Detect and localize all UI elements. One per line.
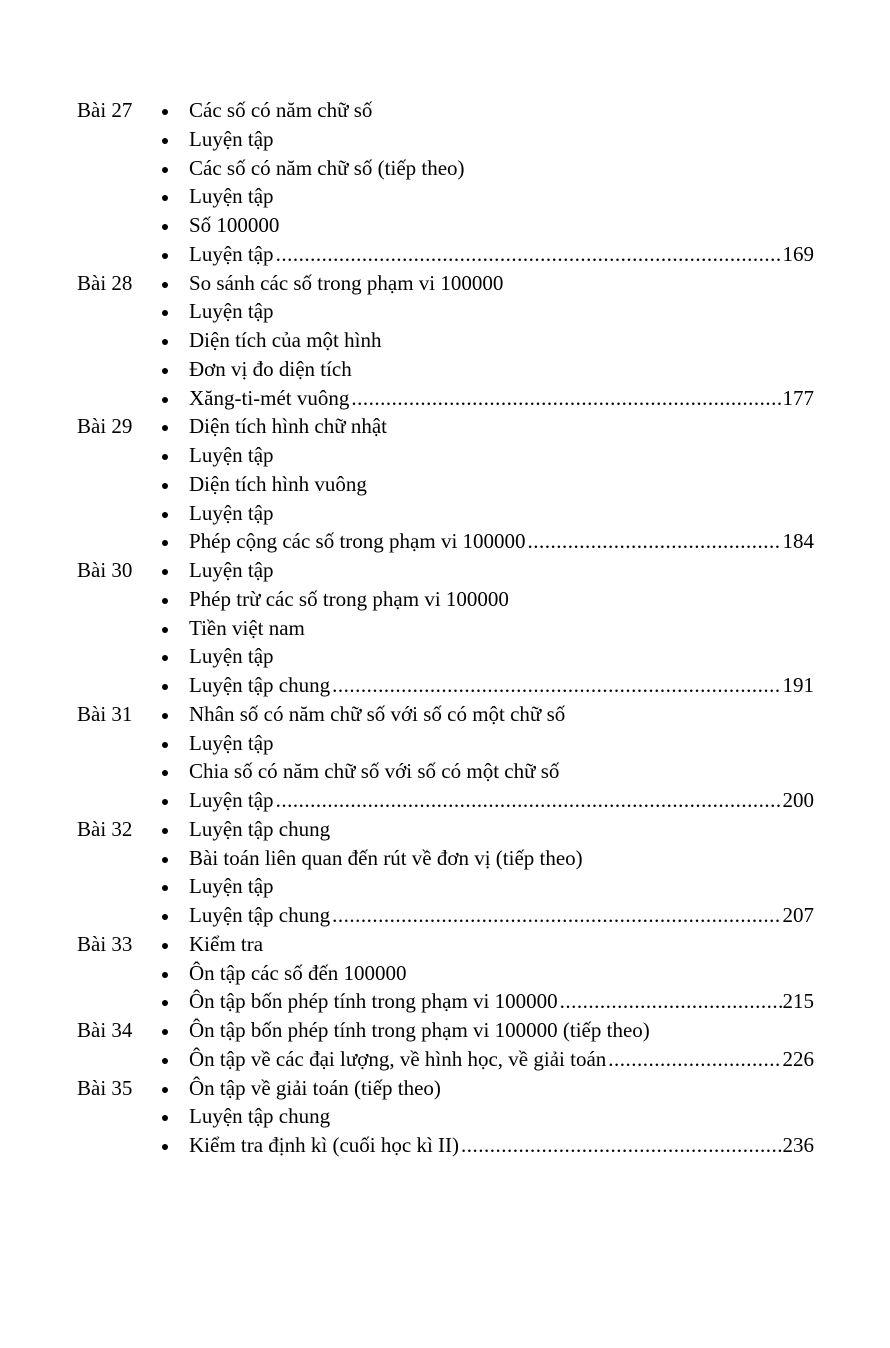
entry-title: Luyện tập — [189, 184, 274, 209]
dot-leader — [332, 671, 781, 700]
toc-row — [0, 700, 890, 729]
lesson-block — [0, 556, 890, 700]
entry-title: Luyện tập — [189, 241, 274, 266]
bullet-icon — [162, 1115, 168, 1121]
entry-title: Luyện tập chung — [189, 816, 331, 841]
toc-entry — [189, 556, 814, 585]
entry-title: Chia số có năm chữ số với số có một chữ số — [189, 759, 560, 784]
bullet-icon — [162, 397, 168, 403]
lesson-label: Bài 29 — [77, 414, 133, 439]
entry-title: Luyện tập — [189, 558, 274, 582]
page-number: 215 — [782, 989, 814, 1014]
entry-title: Ôn tập các số đến 100000 — [189, 960, 407, 985]
toc-entry — [189, 297, 814, 326]
entry-title: Diện tích hình vuông — [189, 471, 367, 496]
entry-title: So sánh các số trong phạm vi 100000 — [189, 270, 504, 295]
toc-row — [0, 930, 890, 959]
toc-entry — [189, 182, 814, 211]
bullet-icon — [162, 540, 168, 546]
toc-row — [0, 441, 890, 470]
toc-row — [0, 125, 890, 154]
toc-entry — [189, 786, 814, 815]
toc-row — [0, 901, 890, 930]
page-number: 236 — [782, 1133, 814, 1157]
toc-entry — [189, 441, 814, 470]
toc-row — [0, 326, 890, 355]
bullet-icon — [162, 1144, 168, 1150]
lesson-block — [0, 815, 890, 930]
toc-row — [0, 154, 890, 183]
toc-row — [0, 671, 890, 700]
bullet-icon — [162, 684, 168, 690]
page-number: 169 — [782, 241, 814, 266]
toc-row — [0, 240, 890, 269]
toc-entry — [189, 930, 814, 959]
lesson-block — [0, 930, 890, 1016]
entry-title: Ôn tập bốn phép tính trong phạm vi 100000 — [189, 989, 558, 1014]
toc-row — [0, 585, 890, 614]
toc-row — [0, 786, 890, 815]
dot-leader — [528, 527, 782, 556]
bullet-icon — [162, 1087, 168, 1093]
toc-entry — [189, 1045, 814, 1074]
entry-title: Kiểm tra định kì (cuối học kì II) — [189, 1133, 460, 1157]
toc-row — [0, 412, 890, 441]
lesson-label: Bài 35 — [77, 1075, 133, 1100]
bullet-icon — [162, 799, 168, 805]
entry-title: Các số có năm chữ số — [189, 98, 373, 122]
entry-title: Bài toán liên quan đến rút về đơn vị (tiếp theo) — [189, 845, 583, 870]
toc-row — [0, 182, 890, 211]
toc-row — [0, 1131, 890, 1160]
entry-title: Diện tích của một hình — [189, 328, 382, 352]
table-of-contents — [0, 96, 890, 1160]
bullet-icon — [162, 310, 168, 316]
toc-row — [0, 1074, 890, 1103]
bullet-icon — [162, 454, 168, 460]
bullet-icon — [162, 339, 168, 345]
entry-title: Luyện tập — [189, 788, 274, 812]
bullet-icon — [162, 1029, 168, 1035]
toc-entry — [189, 1131, 814, 1160]
lesson-block — [0, 412, 890, 556]
toc-row — [0, 556, 890, 585]
dot-leader — [560, 987, 782, 1016]
lesson-block — [0, 1074, 890, 1160]
toc-entry — [189, 700, 814, 729]
entry-title: Luyện tập — [189, 730, 274, 755]
bullet-icon — [162, 857, 168, 863]
toc-entry — [189, 527, 814, 556]
bullet-icon — [162, 224, 168, 230]
bullet-icon — [162, 425, 168, 431]
entry-title: Kiểm tra — [189, 931, 264, 956]
toc-entry — [189, 844, 814, 873]
lesson-label: Bài 34 — [77, 1018, 133, 1042]
toc-row — [0, 96, 890, 125]
toc-row — [0, 1045, 890, 1074]
entry-title: Ôn tập về các đại lượng, về hình học, về giải toán — [189, 1046, 607, 1071]
toc-row — [0, 959, 890, 988]
toc-row — [0, 729, 890, 758]
toc-row — [0, 499, 890, 528]
bullet-icon — [162, 828, 168, 834]
toc-entry — [189, 901, 814, 930]
toc-entry — [189, 240, 814, 269]
entry-title: Phép cộng các số trong phạm vi 100000 — [189, 529, 526, 554]
bullet-icon — [162, 655, 168, 661]
entry-title: Luyện tập — [189, 443, 274, 467]
dot-leader — [276, 240, 782, 269]
page-number: 200 — [782, 788, 814, 812]
entry-title: Luyện tập chung — [189, 1104, 331, 1129]
lesson-label: Bài 31 — [77, 701, 133, 726]
dot-leader — [608, 1045, 781, 1074]
toc-entry — [189, 154, 814, 183]
bullet-icon — [162, 483, 168, 489]
entry-title: Nhân số có năm chữ số với số có một chữ số — [189, 701, 566, 726]
toc-entry — [189, 1074, 814, 1103]
toc-row — [0, 642, 890, 671]
lesson-label: Bài 30 — [77, 558, 133, 582]
toc-entry — [189, 614, 814, 643]
toc-entry — [189, 355, 814, 384]
toc-row — [0, 527, 890, 556]
entry-title: Ôn tập về giải toán (tiếp theo) — [189, 1075, 441, 1100]
toc-row — [0, 757, 890, 786]
lesson-label: Bài 32 — [77, 816, 133, 841]
lesson-label: Bài 33 — [77, 931, 133, 956]
toc-row — [0, 987, 890, 1016]
bullet-icon — [162, 109, 168, 115]
entry-title: Luyện tập — [189, 299, 274, 324]
bullet-icon — [162, 282, 168, 288]
toc-row — [0, 1102, 890, 1131]
toc-entry — [189, 757, 814, 786]
toc-row — [0, 872, 890, 901]
toc-row — [0, 844, 890, 873]
bullet-icon — [162, 972, 168, 978]
toc-row — [0, 269, 890, 298]
toc-row — [0, 614, 890, 643]
entry-title: Luyện tập chung — [189, 673, 331, 697]
toc-entry — [189, 326, 814, 355]
bullet-icon — [162, 512, 168, 518]
entry-title: Xăng-ti-mét vuông — [189, 385, 350, 410]
bullet-icon — [162, 943, 168, 949]
lesson-block — [0, 700, 890, 815]
bullet-icon — [162, 1000, 168, 1006]
toc-entry — [189, 125, 814, 154]
bullet-icon — [162, 713, 168, 719]
entry-title: Các số có năm chữ số (tiếp theo) — [189, 155, 465, 180]
entry-title: Ôn tập bốn phép tính trong phạm vi 100000 (tiếp theo) — [189, 1018, 650, 1042]
entry-title: Luyện tập — [189, 500, 274, 525]
page-number: 184 — [782, 529, 814, 554]
dot-leader — [461, 1131, 781, 1160]
lesson-label: Bài 27 — [77, 98, 133, 122]
toc-entry — [189, 585, 814, 614]
entry-title: Tiền việt nam — [189, 615, 305, 640]
bullet-icon — [162, 253, 168, 259]
bullet-icon — [162, 138, 168, 144]
bullet-icon — [162, 914, 168, 920]
dot-leader — [276, 786, 782, 815]
toc-entry — [189, 671, 814, 700]
toc-entry — [189, 987, 814, 1016]
toc-row — [0, 1016, 890, 1045]
toc-entry — [189, 815, 814, 844]
toc-entry — [189, 384, 814, 413]
entry-title: Số 100000 — [189, 213, 280, 237]
bullet-icon — [162, 195, 168, 201]
page-number: 207 — [782, 903, 814, 927]
page-number: 191 — [782, 673, 814, 697]
page-number: 177 — [782, 385, 814, 410]
toc-entry — [189, 642, 814, 671]
entry-title: Diện tích hình chữ nhật — [189, 414, 388, 439]
bullet-icon — [162, 742, 168, 748]
toc-entry — [189, 872, 814, 901]
entry-title: Đơn vị đo diện tích — [189, 356, 352, 381]
toc-entry — [189, 1102, 814, 1131]
toc-row — [0, 211, 890, 240]
dot-leader — [351, 384, 781, 413]
bullet-icon — [162, 368, 168, 374]
toc-entry — [189, 729, 814, 758]
bullet-icon — [162, 770, 168, 776]
toc-row — [0, 815, 890, 844]
entry-title: Luyện tập — [189, 126, 274, 151]
toc-row — [0, 297, 890, 326]
toc-row — [0, 355, 890, 384]
toc-entry — [189, 499, 814, 528]
dot-leader — [332, 901, 781, 930]
bullet-icon — [162, 885, 168, 891]
bullet-icon — [162, 627, 168, 633]
toc-entry — [189, 96, 814, 125]
toc-entry — [189, 959, 814, 988]
bullet-icon — [162, 598, 168, 604]
toc-entry — [189, 412, 814, 441]
lesson-label: Bài 28 — [77, 270, 133, 295]
toc-row — [0, 470, 890, 499]
lesson-block — [0, 1016, 890, 1074]
toc-row — [0, 384, 890, 413]
entry-title: Luyện tập — [189, 644, 274, 669]
bullet-icon — [162, 569, 168, 575]
entry-title: Phép trừ các số trong phạm vi 100000 — [189, 586, 509, 611]
toc-entry — [189, 269, 814, 298]
toc-entry — [189, 1016, 814, 1045]
lesson-block — [0, 269, 890, 413]
lesson-block — [0, 96, 890, 269]
page-number: 226 — [782, 1046, 814, 1071]
toc-entry — [189, 470, 814, 499]
entry-title: Luyện tập — [189, 874, 274, 899]
toc-entry — [189, 211, 814, 240]
bullet-icon — [162, 167, 168, 173]
bullet-icon — [162, 1058, 168, 1064]
entry-title: Luyện tập chung — [189, 903, 331, 927]
